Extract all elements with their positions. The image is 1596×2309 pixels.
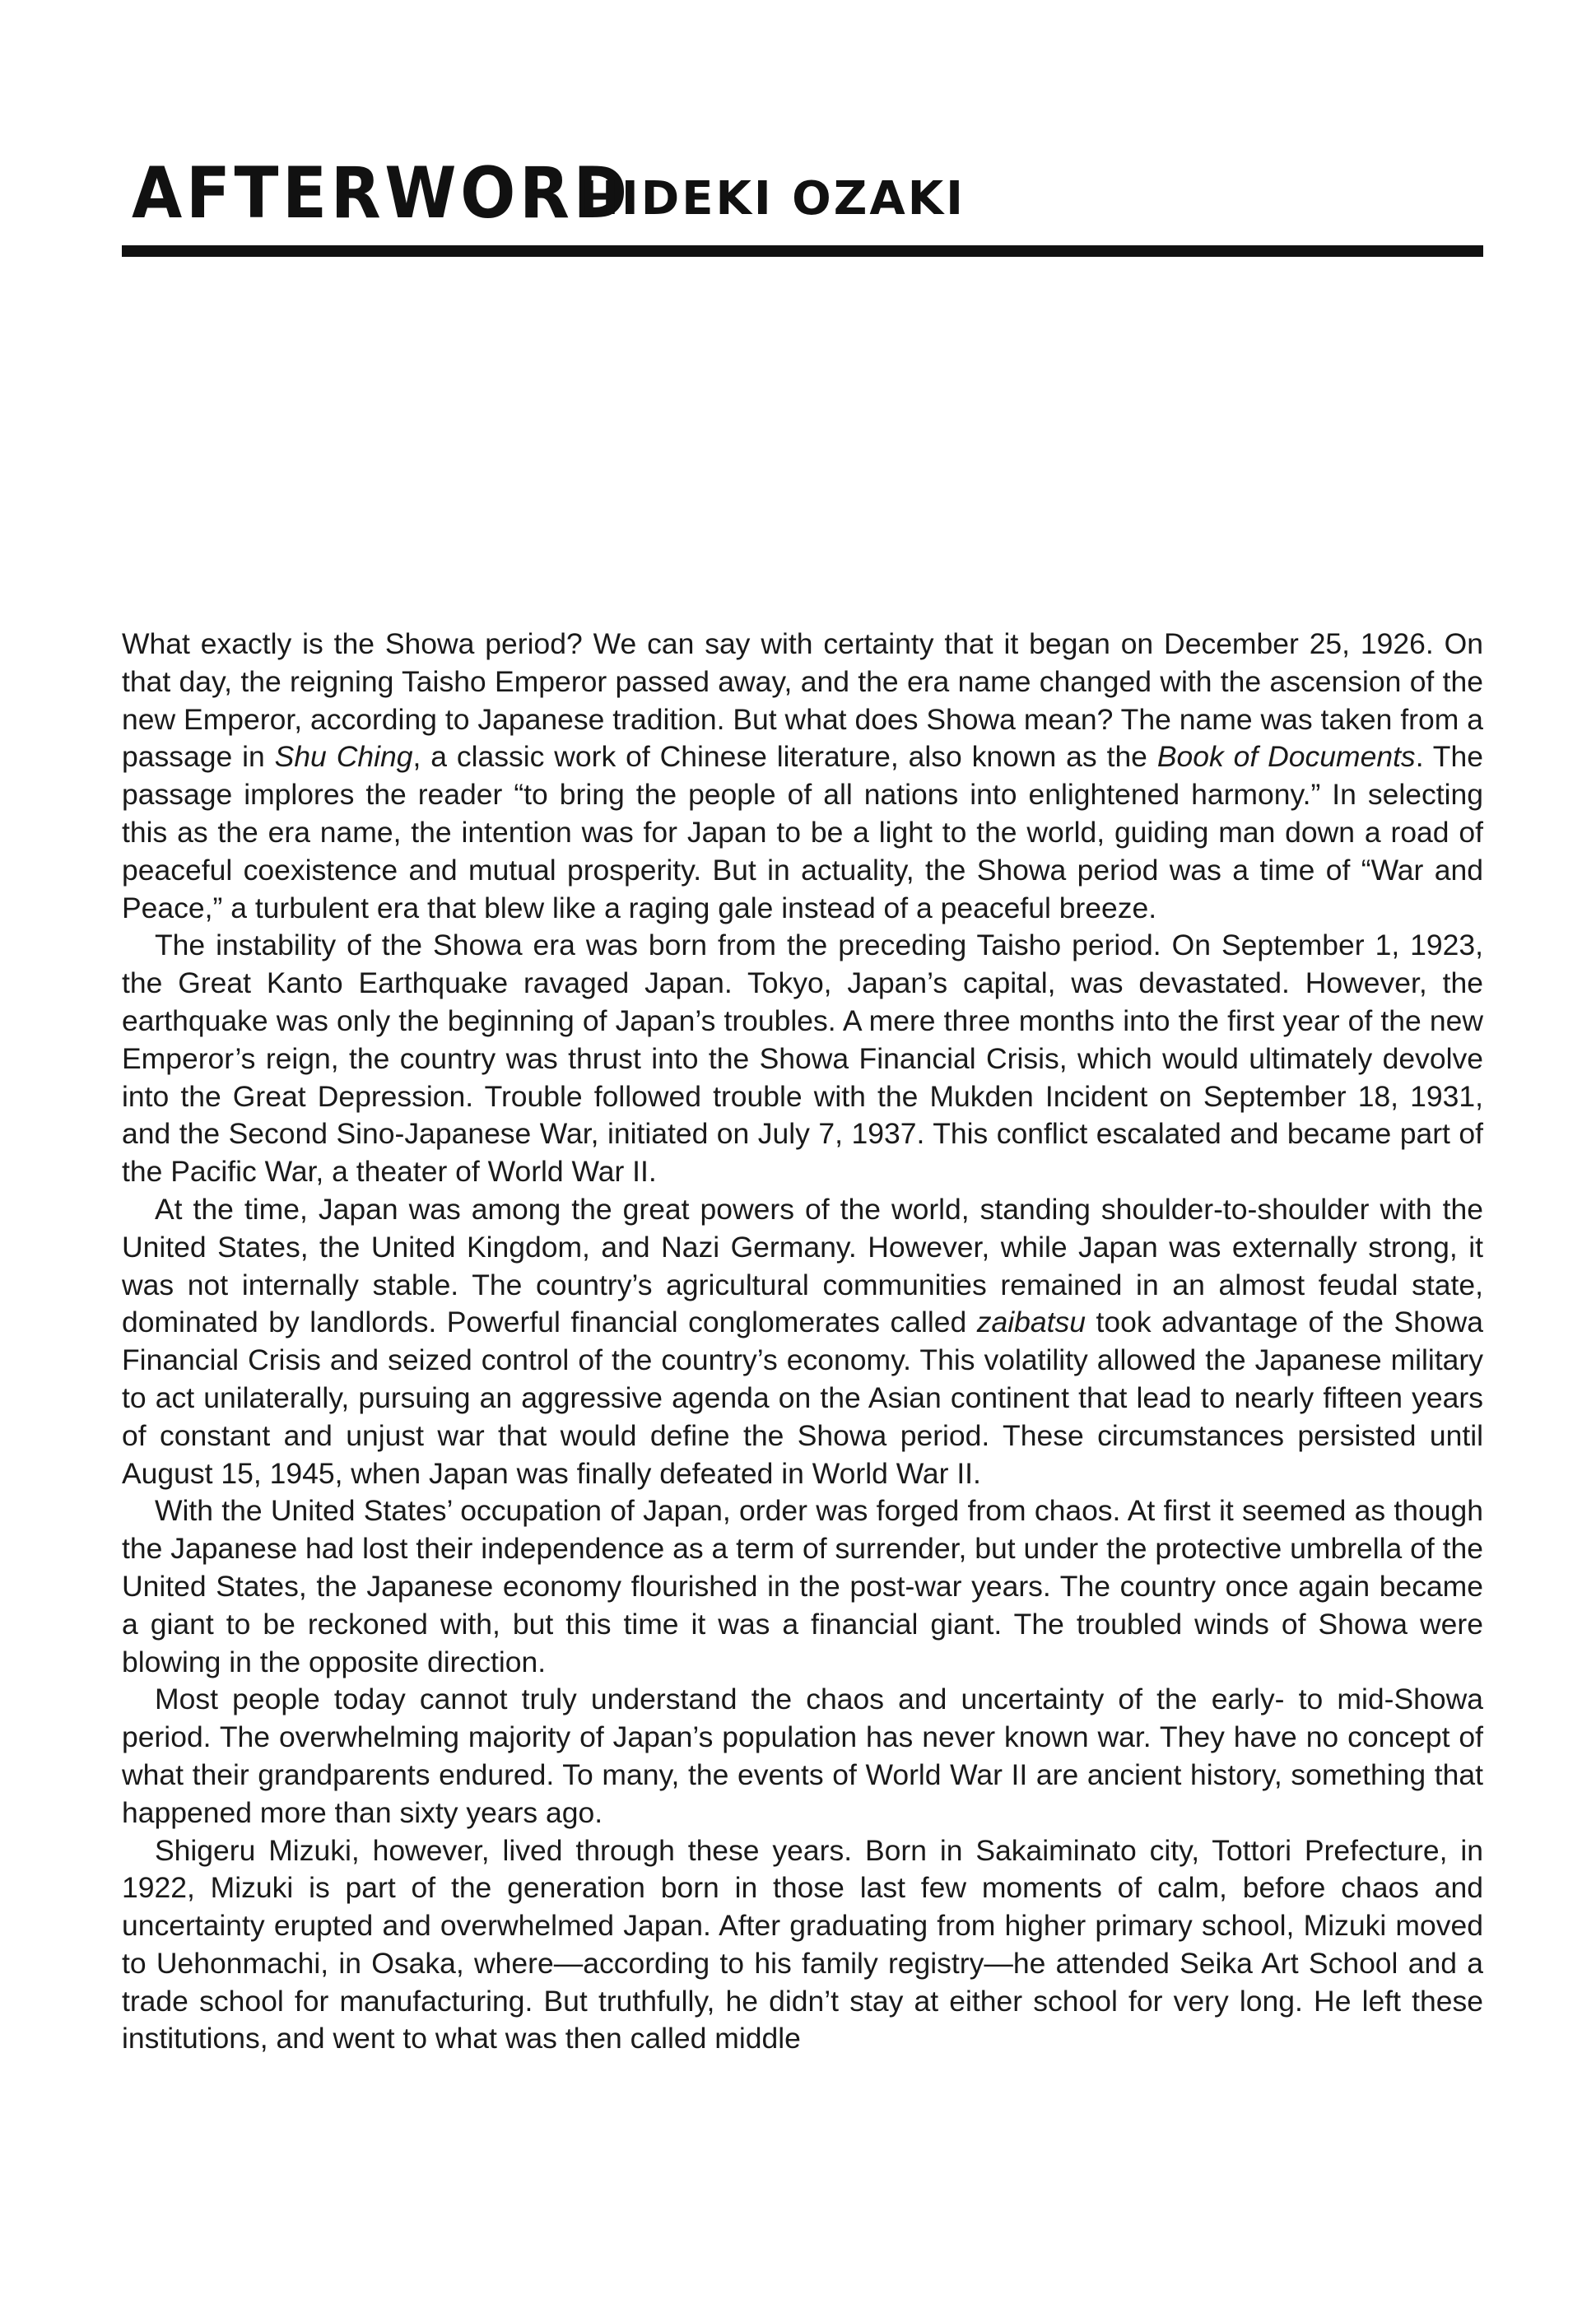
italic-term: zaibatsu: [976, 1306, 1086, 1339]
italic-title: Shu Ching: [274, 740, 413, 774]
text-run: The instability of the Showa era was born from the preceding Taisho period. On September 1, 1923, the Great Kanto Earthquake ravaged Japan. Tokyo, Japan’s capital, was devastated. However, the earthquake was only the beginning of Japan’s troubles. A mere three months into the first year of the new Emperor’s reign, the country was thrust into the Showa Financial Crisis, which would ultimately devolve into the Great Depression. Trouble followed trouble with the Mukden Incident on September 18, 1931, and the Second Sino-Japanese War, initiated on July 7, 1937. This conflict escalated and became part of the Pacific War, a theater of World War II.: [122, 929, 1483, 1189]
paragraph: [122, 1191, 1483, 1492]
paragraph: [122, 1681, 1483, 1832]
paragraph: [122, 1832, 1483, 2059]
paragraph: [122, 1492, 1483, 1681]
text-run: What exactly is the Showa period? We can say with certainty that it began on December 25, 1926. On that day, the reigning Taisho Emperor passed away, and the era name changed with the ascension of the new Emperor, according to Japanese tradition. But what does Showa mean? The name was taken from a passage in: [122, 627, 1483, 774]
text-run: Shigeru Mizuki, however, lived through these years. Born in Sakaiminato city, Tottori Prefecture, in 1922, Mizuki is part of the generation born in those last few moments of calm, before chaos and uncertainty erupted and overwhelmed Japan. After graduating from higher primary school, Mizuki moved to Uehonmachi, in Osaka, where—according to his family registry—he attended Seika Art School and a trade school for manufacturing. But truthfully, he didn’t stay at either school for very long. He left these institutions, and went to what was then called middle: [122, 1833, 1483, 2055]
text-run: , a classic work of Chinese literature, also known as the: [412, 740, 1157, 774]
paragraph: [122, 626, 1483, 927]
author-name: HIDEKI OZAKI: [580, 172, 966, 226]
italic-title: Book of Documents: [1156, 740, 1416, 774]
text-run: Most people today cannot truly understand the chaos and uncertainty of the early- to mid-Showa period. The overwhelming majority of Japan’s population has never known war. They have no concept of what their grandparents endured. To many, the events of World War II are ancient history, something that happened more than sixty years ago.: [122, 1683, 1483, 1829]
text-run: took advantage of the Showa Financial Crisis and seized control of the country’s economy. This volatility allowed the Japanese military to act unilaterally, pursuing an aggressive agenda on the Asian continent that lead to nearly fifteen years of constant and unjust war that would define the Showa period. These circumstances persisted until August 15, 1945, when Japan was finally defeated in World War II.: [122, 1306, 1484, 1490]
paragraph: [122, 927, 1483, 1191]
page-header: [132, 152, 1482, 235]
text-run: At the time, Japan was among the great powers of the world, standing shoulder-to-shoulder with the United States, the United Kingdom, and Nazi Germany. However, while Japan was externally strong, it was not internally stable. The country’s agricultural communities remained in an almost feudal state, dominated by landlords. Powerful financial conglomerates called: [122, 1192, 1483, 1339]
article-body: [122, 626, 1483, 2058]
text-run: . The passage implores the reader “to bring the people of all nations into enlightened harmony.” In selecting this as the era name, the intention was for Japan to be a light to the world, guiding man down a road of peaceful coexistence and mutual prosperity. But in actuality, the Showa period was a time of “War and Peace,” a turbulent era that blew like a raging gale instead of a peaceful breeze.: [122, 740, 1483, 924]
text-run: With the United States’ occupation of Japan, order was forged from chaos. At first it seemed as though the Japanese had lost their independence as a term of surrender, but under the protective umbrella of the United States, the Japanese economy flourished in the post-war years. The country once again became a giant to be reckoned with, but this time it was a financial giant. The troubled winds of Showa were blowing in the opposite direction.: [122, 1494, 1483, 1678]
page-title: AFTERWORD: [132, 152, 631, 235]
header-rule: [122, 245, 1483, 257]
